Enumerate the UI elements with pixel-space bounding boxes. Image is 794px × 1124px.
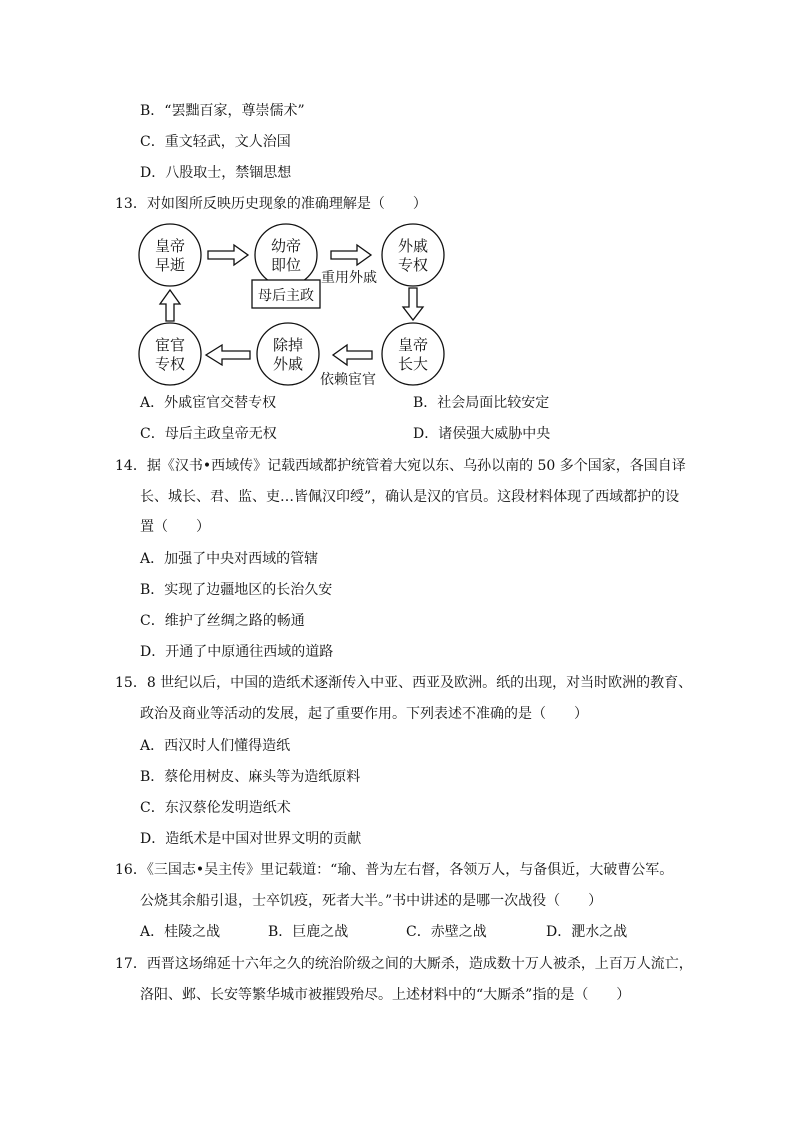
q13-option-d: D．诸侯强大威胁中央 <box>413 426 551 442</box>
arrow-right-2 <box>331 245 371 265</box>
q14-option-b: B．实现了边疆地区的长治久安 <box>140 582 333 598</box>
node-eunuch-power <box>139 323 201 385</box>
q12-option-c: C．重文轻武，文人治国 <box>140 134 291 150</box>
svg-text:专权: 专权 <box>397 256 429 274</box>
svg-text:除掉: 除掉 <box>272 336 304 354</box>
arrow-down <box>403 288 423 320</box>
q16-option-d: D．淝水之战 <box>546 924 628 940</box>
label-rely-consort: 重用外戚 <box>321 270 377 286</box>
q17-stem-line-2: 洛阳、邺、长安等繁华城市被摧毁殆尽。上述材料中的“大厮杀”指的是（ ） <box>140 987 631 1003</box>
q13-option-c: C．母后主政皇帝无权 <box>140 426 277 442</box>
arrow-right-1 <box>208 245 248 265</box>
q16-stem-line-1: 16．《三国志•吴主传》里记载道：“瑜、普为左右督，各领万人，与备俱近，大破曹公军。 <box>115 862 674 878</box>
q17-stem-line-1: 17．西晋这场绵延十六年之久的统治阶级之间的大厮杀，造成数十万人被杀，上百万人流亡， <box>115 956 693 972</box>
q16-option-a: A．桂陵之战 <box>140 924 221 940</box>
node-young-emperor <box>255 224 317 286</box>
svg-text:专权: 专权 <box>154 355 186 373</box>
q14-stem-line-2: 长、城长、君、监、吏…皆佩汉印绶”，确认是汉的官员。这段材料体现了西域都护的设 <box>140 489 680 505</box>
q15-option-d: D．造纸术是中国对世界文明的贡献 <box>140 831 362 847</box>
label-rely-eunuch: 依赖宦官 <box>320 372 376 388</box>
q13-option-a: A．外戚宦官交替专权 <box>140 395 277 411</box>
svg-text:母后主政: 母后主政 <box>258 288 314 304</box>
q16-option-c: C．赤壁之战 <box>406 924 487 940</box>
arrow-left-1 <box>333 345 372 365</box>
svg-text:早逝: 早逝 <box>154 256 186 274</box>
svg-text:外戚: 外戚 <box>272 355 304 373</box>
q16-stem-line-2: 公烧其余船引退，士卒饥疫，死者大半。”书中讲述的是哪一次战役（ ） <box>140 893 603 909</box>
q14-option-a: A．加强了中央对西域的管辖 <box>140 551 319 567</box>
q15-option-c: C．东汉蔡伦发明造纸术 <box>140 800 291 816</box>
q12-option-b: B．“罢黜百家，尊崇儒术” <box>140 103 305 119</box>
q15-option-b: B．蔡伦用树皮、麻头等为造纸原料 <box>140 769 361 785</box>
q16-option-b: B．巨鹿之战 <box>268 924 349 940</box>
svg-text:外戚: 外戚 <box>397 237 429 255</box>
svg-text:长大: 长大 <box>397 355 429 373</box>
node-emperor-grown <box>382 323 444 385</box>
node-remove-consort <box>257 323 319 385</box>
svg-text:幼帝: 幼帝 <box>270 237 302 255</box>
q14-stem-line-3: 置（ ） <box>140 519 210 535</box>
q14-stem-line-1: 14．据《汉书•西域传》记载西域都护统管着大宛以东、乌孙以南的 50 多个国家，各国自译 <box>115 458 686 474</box>
q13-stem: 13．对如图所反映历史现象的准确理解是（ ） <box>115 196 427 212</box>
regent-box <box>252 280 320 308</box>
q12-option-d: D．八股取士，禁锢思想 <box>140 165 292 181</box>
svg-text:即位: 即位 <box>270 256 302 274</box>
node-consort-power <box>382 224 444 286</box>
q15-option-a: A．西汉时人们懂得造纸 <box>140 738 291 754</box>
node-emperor-early-death <box>139 224 201 286</box>
arrow-up <box>160 290 180 321</box>
arrow-left-2 <box>206 345 250 365</box>
q13-option-b: B．社会局面比较安定 <box>413 395 550 411</box>
svg-text:皇帝: 皇帝 <box>154 237 186 255</box>
svg-text:皇帝: 皇帝 <box>397 336 429 354</box>
q14-option-d: D．开通了中原通往西域的道路 <box>140 644 334 660</box>
q14-option-c: C．维护了丝绸之路的畅通 <box>140 613 305 629</box>
svg-text:宦官: 宦官 <box>154 336 186 354</box>
q15-stem-line-2: 政治及商业等活动的发展，起了重要作用。下列表述不准确的是（ ） <box>140 706 588 722</box>
q15-stem-line-1: 15．8 世纪以后，中国的造纸术逐渐传入中亚、西亚及欧洲。纸的出现，对当时欧洲的教育、 <box>115 675 693 691</box>
